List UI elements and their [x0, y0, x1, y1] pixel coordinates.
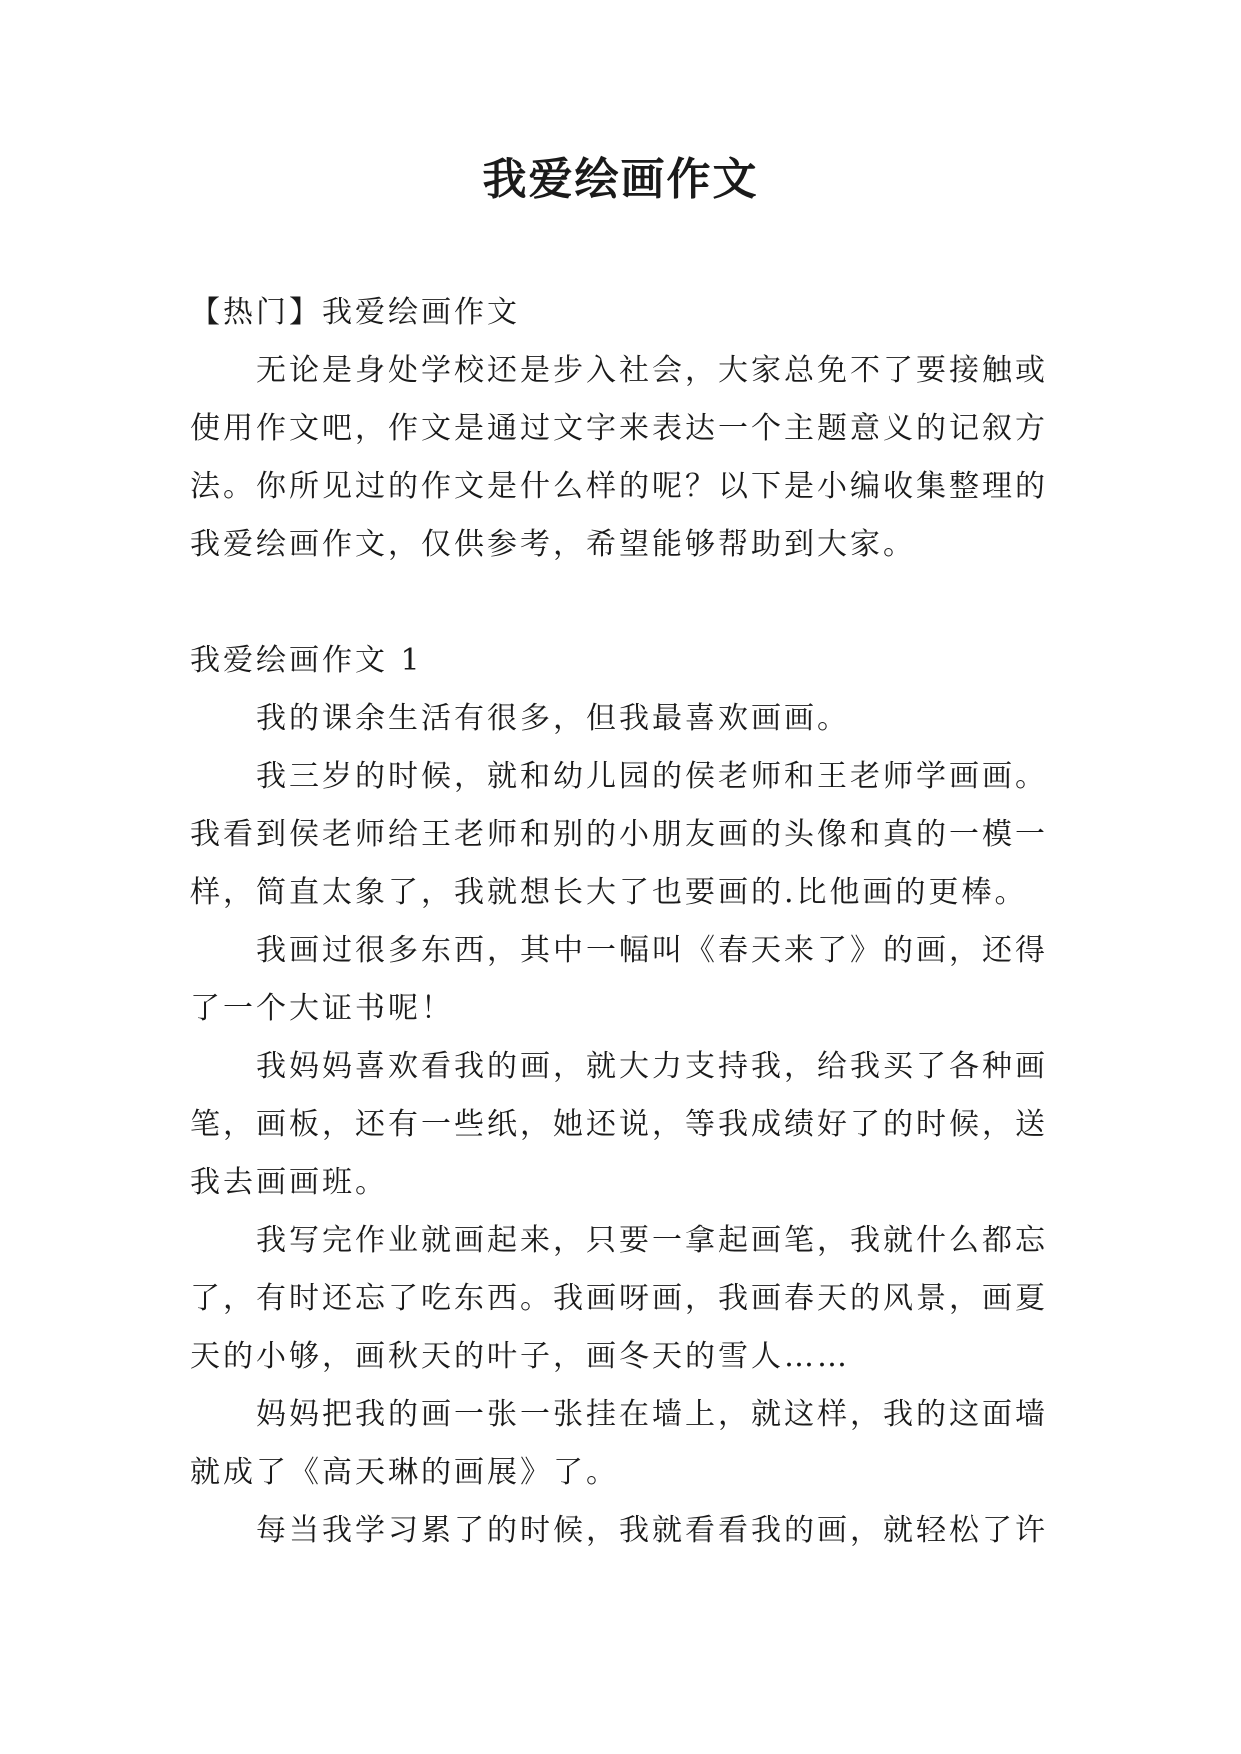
section-heading: 我爱绘画作文 1	[190, 643, 423, 678]
body-paragraph: 我三岁的时候，就和幼儿园的侯老师和王老师学画画。我看到侯老师给王老师和别的小朋友画的头像和真的一模一样，简直太象了，我就想长大了也要画的.比他画的更棒。	[190, 759, 1048, 910]
body-paragraph: 我写完作业就画起来，只要一拿起画笔，我就什么都忘了，有时还忘了吃东西。我画呀画，我画春天的风景，画夏天的小够，画秋天的叶子，画冬天的雪人……	[190, 1223, 1048, 1374]
body-paragraph: 我的课余生活有很多，但我最喜欢画画。	[256, 701, 850, 736]
document-body	[190, 284, 1050, 1560]
tag-line: 【热门】我爱绘画作文	[190, 295, 520, 330]
body-paragraph: 妈妈把我的画一张一张挂在墙上，就这样，我的这面墙就成了《高天琳的画展》了。	[190, 1397, 1048, 1490]
body-paragraph: 每当我学习累了的时候，我就看看我的画，就轻松了许	[256, 1513, 1048, 1548]
paragraph-gap	[190, 574, 1050, 632]
intro-paragraph: 无论是身处学校还是步入社会，大家总免不了要接触或使用作文吧，作文是通过文字来表达一个主题意义的记叙方法。你所见过的作文是什么样的呢？以下是小编收集整理的我爱绘画作文，仅供参考，希望能够帮助到大家。	[190, 353, 1048, 562]
document-title: 我爱绘画作文	[482, 154, 759, 205]
body-paragraph: 我妈妈喜欢看我的画，就大力支持我，给我买了各种画笔，画板，还有一些纸，她还说，等我成绩好了的时候，送我去画画班。	[190, 1049, 1048, 1200]
body-paragraph: 我画过很多东西，其中一幅叫《春天来了》的画，还得了一个大证书呢！	[190, 933, 1048, 1026]
